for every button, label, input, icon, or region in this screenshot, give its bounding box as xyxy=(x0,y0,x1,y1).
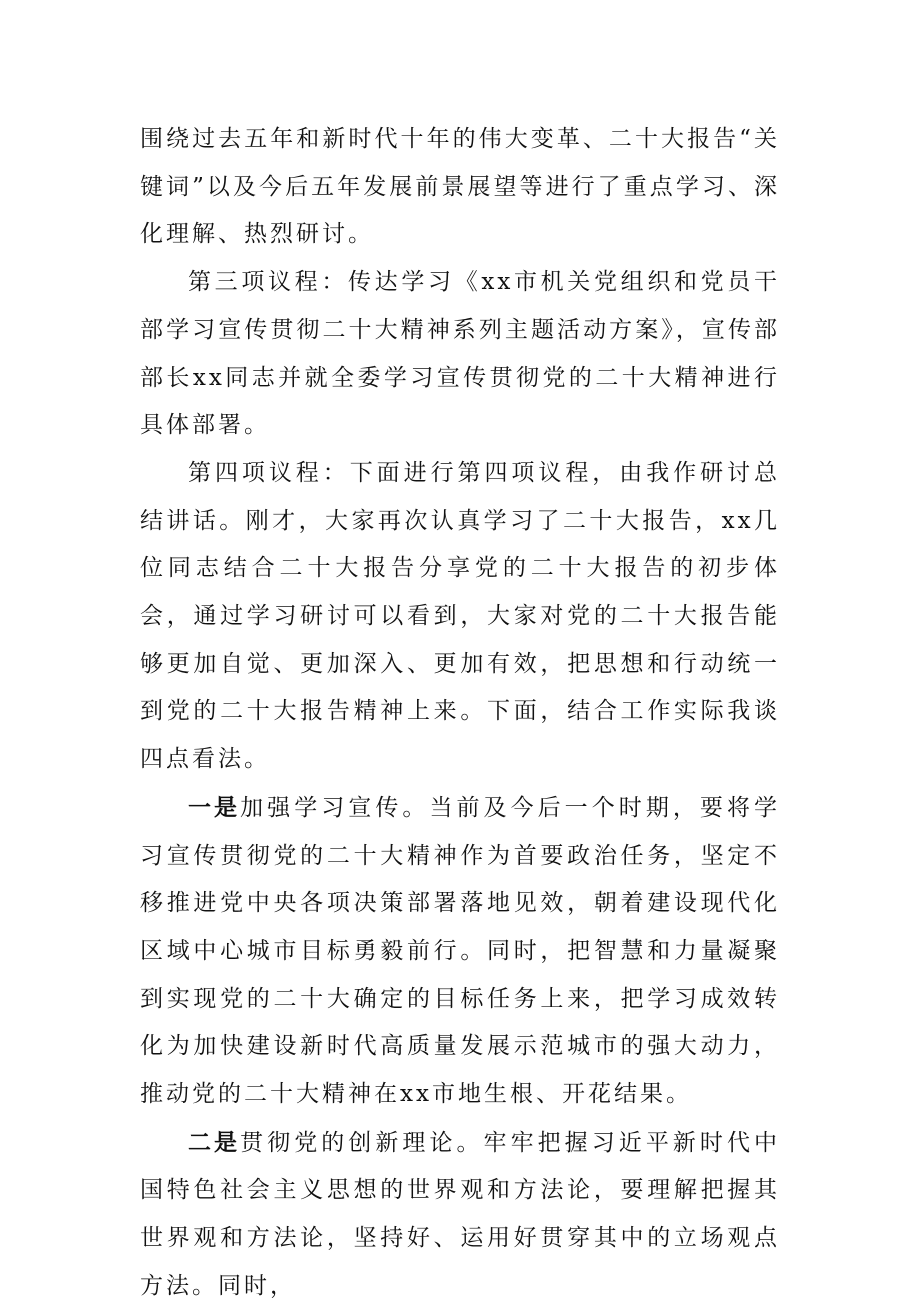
paragraph-intro-continuation xyxy=(140,116,780,259)
paragraph-point-one xyxy=(140,784,780,1119)
paragraph-text: 第四项议程：下面进行第四项议程，由我作研讨总结讲话。刚才，大家再次认真学习了二十大报告，xx几位同志结合二十大报告分享党的二十大报告的初步体会，通过学习研讨可以看到，大家对党的二十大报告能够更加自觉、更加深入、更加有效，把思想和行动统一到党的二十大报告精神上来。下面，结合工作实际我谈四点看法。 xyxy=(140,459,780,773)
paragraph-text: 第三项议程：传达学习《xx市机关党组织和党员干部学习宣传贯彻二十大精神系列主题活动方案》，宣传部部长xx同志并就全委学习宣传贯彻党的二十大精神进行具体部署。 xyxy=(140,269,780,439)
paragraph-text: 加强学习宣传。当前及今后一个时期，要将学习宣传贯彻党的二十大精神作为首要政治任务，坚定不移推进党中央各项决策部署落地见效，朝着建设现代化区域中心城市目标勇毅前行。同时，把智慧和力量凝聚到实现党的二十大确定的目标任务上来，把学习成效转化为加快建设新时代高质量发展示范城市的强大动力，推动党的二十大精神在xx市地生根、开花结果。 xyxy=(140,794,781,1108)
paragraph-lead-bold: 一是 xyxy=(188,793,241,821)
paragraph-point-two xyxy=(140,1119,780,1311)
paragraph-text: 围绕过去五年和新时代十年的伟大变革、二十大报告“关键词”以及今后五年发展前景展望等进行了重点学习、深化理解、热烈研讨。 xyxy=(140,126,780,248)
paragraph-text: 贯彻党的创新理论。牢牢把握习近平新时代中国特色社会主义思想的世界观和方法论，要理解把握其世界观和方法论，坚持好、运用好贯穿其中的立场观点方法。同时， xyxy=(140,1129,781,1299)
paragraph-agenda-item-three xyxy=(140,259,780,450)
document-body xyxy=(140,116,780,1311)
paragraph-lead-bold: 二是 xyxy=(188,1128,241,1156)
paragraph-agenda-item-four xyxy=(140,450,780,784)
